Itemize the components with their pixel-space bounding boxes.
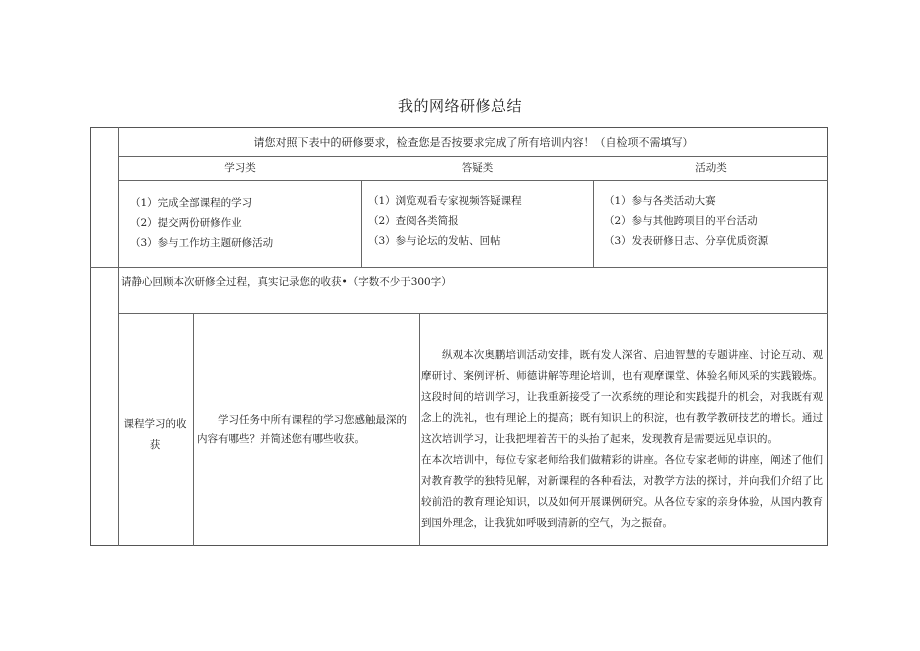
answer-paragraph: 在本次培训中，每位专家老师给我们做精彩的讲座。各位专家老师的讲座，阐述了他们对教育教学的独特见解，对新课程的各种看法，对教学方法的探讨，并向我们介绍了比较前沿的教育理论知识，以及如何开展课例研究。从各位专家的亲身体验，从国内教育到国外理念，让我犹如呼吸到清新的空气，为之振奋。	[421, 454, 823, 529]
table-divider	[118, 127, 119, 546]
instruction-text: 请您对照下表中的研修要求，检查您是否按要求完成了所有培训内容！（自检项不需填写）	[253, 136, 694, 149]
list-item: （3）参与论坛的发帖、回帖	[368, 235, 501, 247]
review-prompt: 请静心回顾本次研修全过程，真实记录您的收获•（字数不少于300字）	[121, 276, 452, 288]
column-header-activity: 活动类	[695, 162, 727, 174]
table-divider	[419, 313, 420, 546]
table-divider	[118, 180, 828, 181]
list-item: （3）参与工作坊主题研修活动	[130, 237, 274, 249]
table-divider	[593, 180, 594, 267]
list-item: （2）参与其他跨项目的平台活动	[604, 215, 758, 227]
answer-paragraph: 纵观本次奥鹏培训活动安排，既有发人深省、启迪智慧的专题讲座、讨论互动、观摩研讨、案例评析、师德讲解等理论培训，也有观摩课堂、体验名师风采的实践锻炼。这段时间的培训学习，让我重新接受了一次系统的理论和实践提升的机会，对我既有观念上的洗礼，也有理论上的提高；既有知识上的积淀，也有教学教研技艺的增长。通过这次培训学习，让我把埋着苦干的头抬了起来，发现教育是需要远见卓识的。	[421, 349, 823, 445]
table-divider	[90, 267, 828, 268]
answer-text	[421, 345, 823, 534]
page-title: 我的网络研修总结	[397, 97, 522, 115]
column-header-qa: 答疑类	[461, 162, 494, 174]
list-item: （2）提交两份研修作业	[130, 217, 242, 229]
list-item: （1）浏览观看专家视频答疑课程	[368, 195, 522, 207]
table-divider	[118, 156, 828, 157]
list-item: （1）参与各类活动大赛	[604, 195, 716, 207]
column-header-study: 学习类	[224, 162, 256, 174]
table-divider	[361, 180, 362, 267]
question-text: 学习任务中所有课程的学习您感触最深的内容有哪些？并简述您有哪些收获。	[197, 414, 407, 445]
list-item: （3）发表研修日志、分享优质资源	[604, 235, 769, 247]
list-item: （2）查阅各类简报	[368, 215, 459, 227]
row-label: 课程学习的收获	[123, 418, 187, 451]
table-divider	[118, 313, 828, 314]
list-item: （1）完成全部课程的学习	[130, 197, 253, 209]
table-divider	[193, 313, 194, 546]
